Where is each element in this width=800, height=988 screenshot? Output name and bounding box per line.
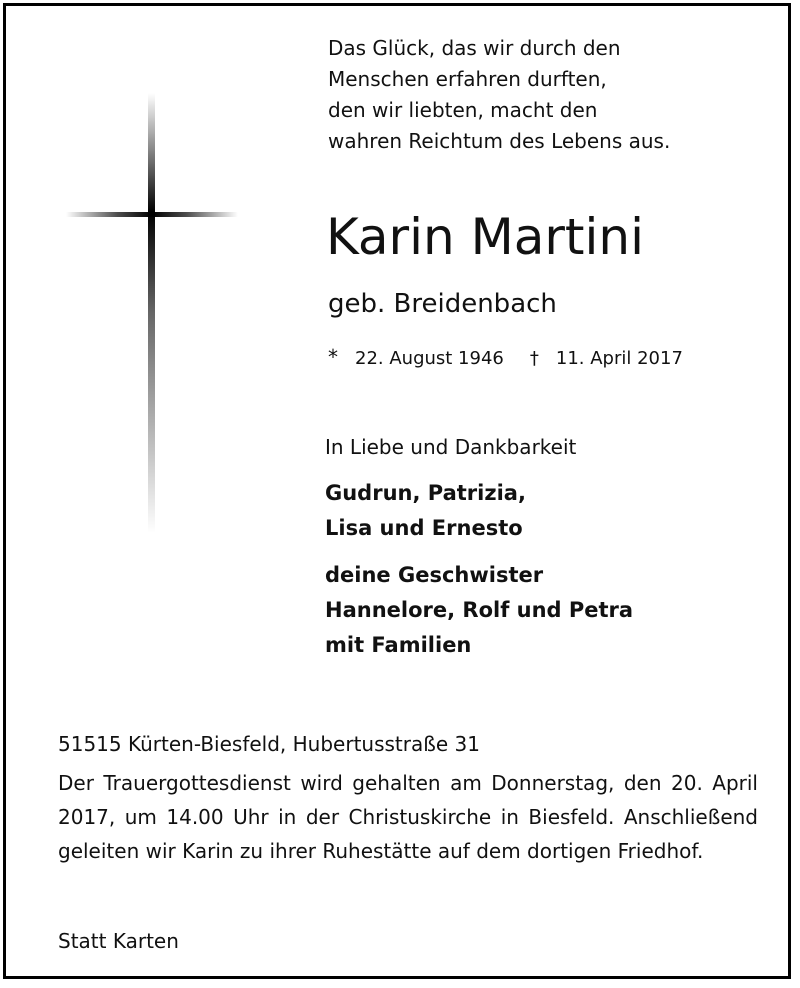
birth-date: 22. August 1946 <box>355 348 504 369</box>
death-cross-icon: † <box>529 348 539 369</box>
family-address: 51515 Kürten-Biesfeld, Hubertusstraße 31 <box>58 732 480 756</box>
quote-line: wahren Reichtum des Lebens aus. <box>328 129 671 153</box>
deceased-name: Karin Martini <box>326 208 644 266</box>
siblings-line: mit Familien <box>325 633 472 657</box>
quote-line: den wir liebten, macht den <box>328 98 598 122</box>
cross-vertical-beam <box>148 93 155 533</box>
death-date: 11. April 2017 <box>555 348 683 369</box>
mourners-list <box>325 476 633 663</box>
quote-line: Menschen erfahren durften, <box>328 67 607 91</box>
quote-line: Das Glück, das wir durch den <box>328 36 621 60</box>
children-line: Lisa und Ernesto <box>325 516 523 540</box>
siblings-line: Hannelore, Rolf und Petra <box>325 598 634 622</box>
siblings-line: deine Geschwister <box>325 563 544 587</box>
life-dates <box>328 341 683 375</box>
dedication-line: In Liebe und Dankbarkeit <box>325 435 577 459</box>
memorial-quote <box>328 33 748 157</box>
birth-star-icon: * <box>328 345 338 369</box>
funeral-service-text: Der Trauergottesdienst wird gehalten am Donnerstag, den 20. April 2017, um 14.00 Uhr in der Christuskirche in Biesfeld. Anschließend geleiten wir Karin zu ihrer Ruhestätte auf dem dortigen Friedhof. <box>58 771 758 863</box>
cross-horizontal-beam <box>66 212 238 217</box>
birth-name: geb. Breidenbach <box>328 289 557 319</box>
statt-karten-note: Statt Karten <box>58 929 179 953</box>
children-line: Gudrun, Patrizia, <box>325 481 526 505</box>
